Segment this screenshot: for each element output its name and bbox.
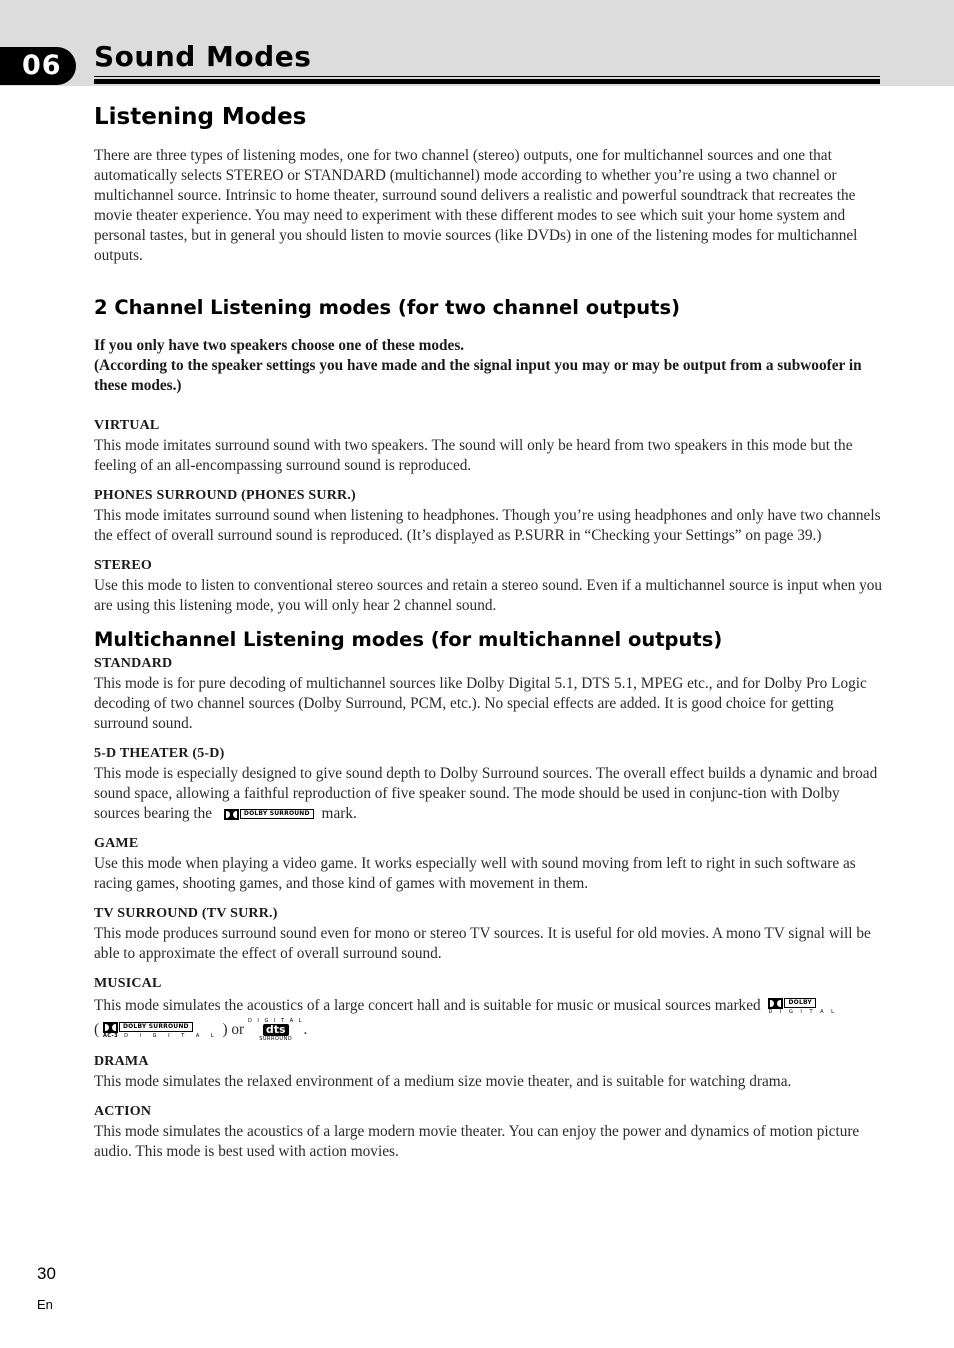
section-title: Listening Modes xyxy=(94,104,307,130)
dolby-surround-label: DOLBY SURROUND xyxy=(240,809,314,819)
mode-name: DRAMA xyxy=(94,1054,149,1070)
mode-name: STANDARD xyxy=(94,656,173,671)
paren-close: ) or xyxy=(222,1021,245,1038)
two-channel-heading: 2 Channel Listening modes (for two channel outputs) xyxy=(94,296,680,319)
digital-label: D I G I T A L xyxy=(124,1032,219,1039)
chapter-title: Sound Modes xyxy=(94,40,312,73)
mode-musical xyxy=(94,974,884,1042)
mode-phones-surround xyxy=(94,486,884,546)
musical-end: . xyxy=(303,1021,308,1038)
mode-desc xyxy=(94,994,884,1042)
mode-desc-text: This mode is especially designed to give sound depth to Dolby Surround sources. The overall effect builds a dynamic and broad sound space, allowing a faithful reproduction of five speaker sound. The mode should be used in conjunc-tion with Dolby sources bearing the xyxy=(94,765,878,822)
dolby-surround-logo xyxy=(224,809,314,820)
mode-desc: This mode imitates surround sound with two speakers. The sound will only be heard from two speakers in this mode but the feeling of an all-encompassing surround sound is reproduced. xyxy=(94,437,853,474)
lead-line-2: (According to the speaker settings you have made and the signal input you may or may be output from a subwoofer in these modes.) xyxy=(94,357,862,394)
double-d-icon xyxy=(224,809,239,820)
mode-desc: This mode produces surround sound even for mono or stereo TV sources. It is useful for old movies. A mono TV signal will be able to approximate the effect of overall surround sound. xyxy=(94,925,871,962)
dts-surround-label: SURROUND xyxy=(259,1036,293,1043)
mode-name: PHONES SURROUND (PHONES SURR.) xyxy=(94,488,356,503)
page-language: En xyxy=(37,1297,53,1312)
mode-5d-theater xyxy=(94,744,884,824)
lead-line-1: If you only have two speakers choose one of these modes. xyxy=(94,337,465,354)
multichannel-heading: Multichannel Listening modes (for multichannel outputs) xyxy=(94,628,723,651)
mode-desc: This mode is for pure decoding of multichannel sources like Dolby Digital 5.1, DTS 5.1, MPEG etc., and for Dolby Pro Logic decoding of two channel sources (Dolby Surround, PCM, etc.). No special effects are added. It is good choice for getting surround sound. xyxy=(94,675,867,732)
dts-digital-label: D I G I T A L xyxy=(247,1018,304,1025)
mode-tv-surround xyxy=(94,904,884,964)
mode-desc: This mode imitates surround sound when listening to headphones. Though you’re using headphones and only have two channels the effect of overall surround sound is reproduced. (It’s displayed as P.SURR in “Checking your Settings” on page 39.) xyxy=(94,507,881,544)
dolby-digital-logo xyxy=(768,998,836,1015)
page-content xyxy=(94,100,884,1172)
mode-stereo xyxy=(94,556,884,616)
mode-virtual xyxy=(94,416,884,476)
mode-desc: This mode simulates the acoustics of a large modern movie theater. You can enjoy the power and dynamics of motion picture audio. This mode is best used with action movies. xyxy=(94,1123,860,1161)
mode-desc xyxy=(94,764,884,824)
ac3-label: AC-3 xyxy=(102,1032,119,1039)
mode-desc: Use this mode to listen to conventional stereo sources and retain a stereo sound. Even if a multichannel source is input when you are using this listening mode, you will only hear 2 channel sound. xyxy=(94,577,883,614)
mode-name: MUSICAL xyxy=(94,976,162,991)
mode-name: STEREO xyxy=(94,558,152,573)
header-rule-thick xyxy=(94,79,880,84)
paren-open: ( xyxy=(94,1021,100,1038)
mode-action xyxy=(94,1102,884,1162)
mode-desc-text: This mode simulates the acoustics of a large concert hall and is suitable for music or musical sources marked xyxy=(94,997,761,1014)
header-rule-thin xyxy=(94,76,880,77)
mode-game xyxy=(94,834,884,894)
double-d-icon xyxy=(103,1022,118,1033)
mode-desc-text: mark. xyxy=(321,805,357,822)
mode-name: VIRTUAL xyxy=(94,418,160,433)
mode-drama xyxy=(94,1052,884,1092)
dts-label: dts xyxy=(263,1024,289,1036)
dts-logo xyxy=(248,1018,303,1042)
double-d-icon xyxy=(768,998,783,1009)
page-number: 30 xyxy=(37,1264,56,1283)
dolby-surround-ac3-logo xyxy=(103,1022,219,1039)
section-intro: There are three types of listening modes, one for two channel (stereo) outputs, one for multichannel sources and one that automatically selects STEREO or STANDARD (multichannel) mode according to whether you’re using a two channel or multichannel source. Intrinsic to home theater, surround sound delivers a realistic and powerful soundtrack that recreates the movie theater experience. You may need to experiment with these different modes to see which suit your home system and personal tastes, but in general you should listen to movie sources (like DVDs) in one of the listening modes for multichannel outputs. xyxy=(94,147,858,264)
mode-name: ACTION xyxy=(94,1104,152,1120)
dolby-label: DOLBY xyxy=(784,998,816,1008)
mode-standard xyxy=(94,654,884,734)
digital-label: D I G I T A L xyxy=(768,1008,837,1015)
mode-desc: Use this mode when playing a video game. It works especially well with sound moving from left to right in such software as racing games, shooting games, and those kind of games with movement in them. xyxy=(94,855,856,892)
dolby-surround-label: DOLBY SURROUND xyxy=(119,1022,193,1032)
chapter-number-tab: 06 xyxy=(0,47,76,85)
mode-desc: This mode simulates the relaxed environment of a medium size movie theater, and is suitable for watching drama. xyxy=(94,1073,792,1091)
mode-name: TV SURROUND (TV SURR.) xyxy=(94,906,278,921)
two-channel-lead xyxy=(94,336,884,396)
mode-name: GAME xyxy=(94,836,139,851)
mode-name: 5-D THEATER (5-D) xyxy=(94,746,225,761)
